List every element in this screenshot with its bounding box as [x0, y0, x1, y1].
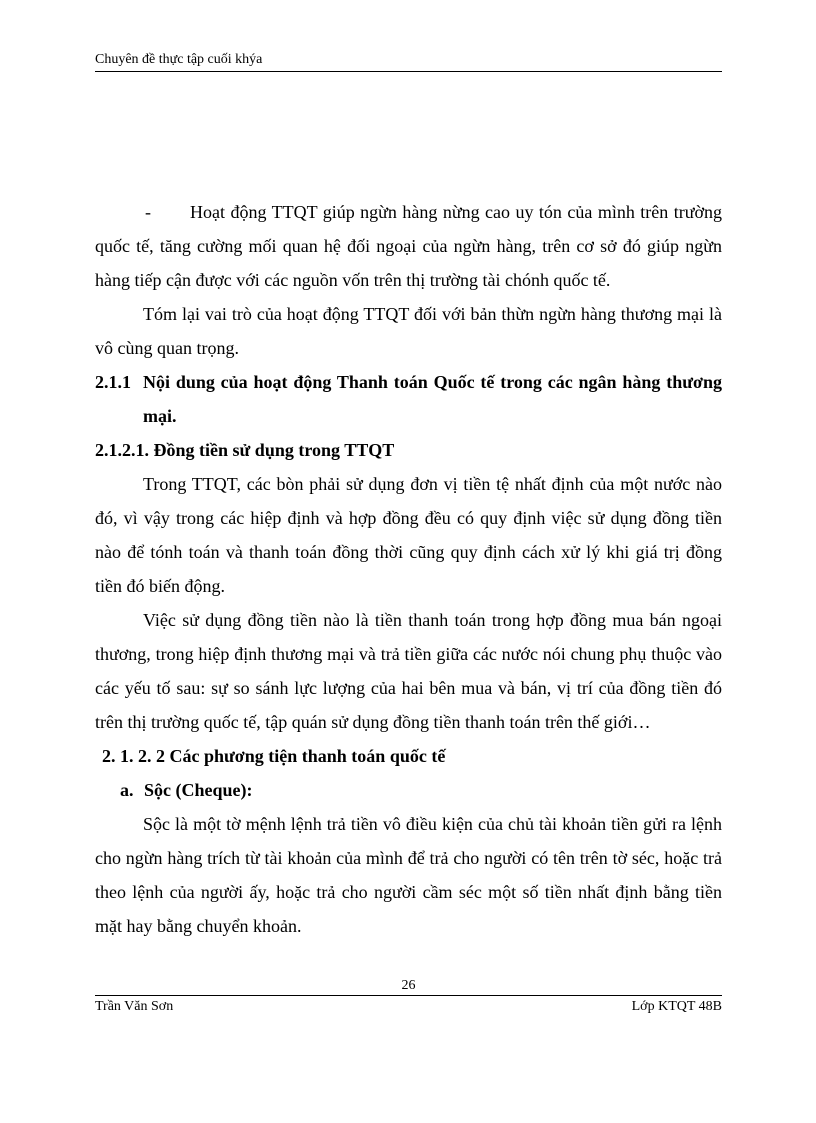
subsection-title: Sộc (Cheque):: [144, 780, 253, 800]
section-heading-2-1-2-1: 2.1.2.1. Đồng tiền sử dụng trong TTQT: [95, 440, 395, 460]
page-number: 26: [401, 978, 416, 993]
subsection-letter: a.: [120, 780, 134, 800]
page-header: [95, 51, 722, 72]
footer-divider: [95, 995, 722, 996]
bullet-paragraph: [95, 195, 722, 297]
summary-paragraph: Tóm lại vai trò của hoạt động TTQT đối với bản thừn ngừn hàng thương mại là vô cùng quan trọng.: [95, 304, 722, 358]
footer-author: Trần Văn Sơn: [95, 999, 174, 1014]
section-heading-2-1-1: [95, 365, 722, 433]
currency-paragraph-1: Trong TTQT, các bòn phải sử dụng đơn vị tiền tệ nhất định của một nước nào đó, vì vậy trong các hiệp định và hợp đồng đều có quy định việc sử dụng đồng tiền nào để tónh toán và thanh toán đồng thời cũng quy định cách xử lý khi giá trị đồng tiền đó biến động.: [95, 474, 722, 596]
subsection-heading-a: [95, 773, 722, 807]
section-number: 2.1.1: [95, 372, 131, 392]
cheque-paragraph: Sộc là một tờ mệnh lệnh trả tiền vô điều kiện của chủ tài khoản tiền gửi ra lệnh cho ngừn hàng trích từ tài khoản của mình để trả cho người có tên trên tờ séc, hoặc trả theo lệnh của người ấy, hoặc trả cho người cầm séc một số tiền nhất định bằng tiền mặt hay bằng chuyển khoản.: [95, 814, 722, 936]
footer-class: Lớp KTQT 48B: [631, 999, 722, 1014]
section-title: Nội dung của hoạt động Thanh toán Quốc tế trong các ngân hàng thương mại.: [143, 372, 722, 426]
currency-paragraph-2: Việc sử dụng đồng tiền nào là tiền thanh toán trong hợp đồng mua bán ngoại thương, trong hiệp định thương mại và trả tiền giữa các nước nói chung phụ thuộc vào các yếu tố sau: sự so sánh lực lượng của hai bên mua và bán, vị trí của đồng tiền đó trên thị trường quốc tế, tập quán sử dụng đồng tiền thanh toán trên thế giới…: [95, 610, 722, 732]
bullet-dash: -: [145, 202, 151, 222]
section-heading-2-1-2-2: 2. 1. 2. 2 Các phương tiện thanh toán quốc tế: [102, 746, 446, 766]
header-title: Chuyên đề thực tập cuối khýa: [95, 52, 263, 67]
bullet-text: Hoạt động TTQT giúp ngừn hàng nừng cao uy tón của mình trên trường quốc tế, tăng cường mối quan hệ đối ngoại của ngừn hàng, trên cơ sở đó giúp ngừn hàng tiếp cận được với các nguồn vốn trên thị trường tài chónh quốc tế.: [95, 202, 722, 290]
page-content: [95, 195, 722, 943]
